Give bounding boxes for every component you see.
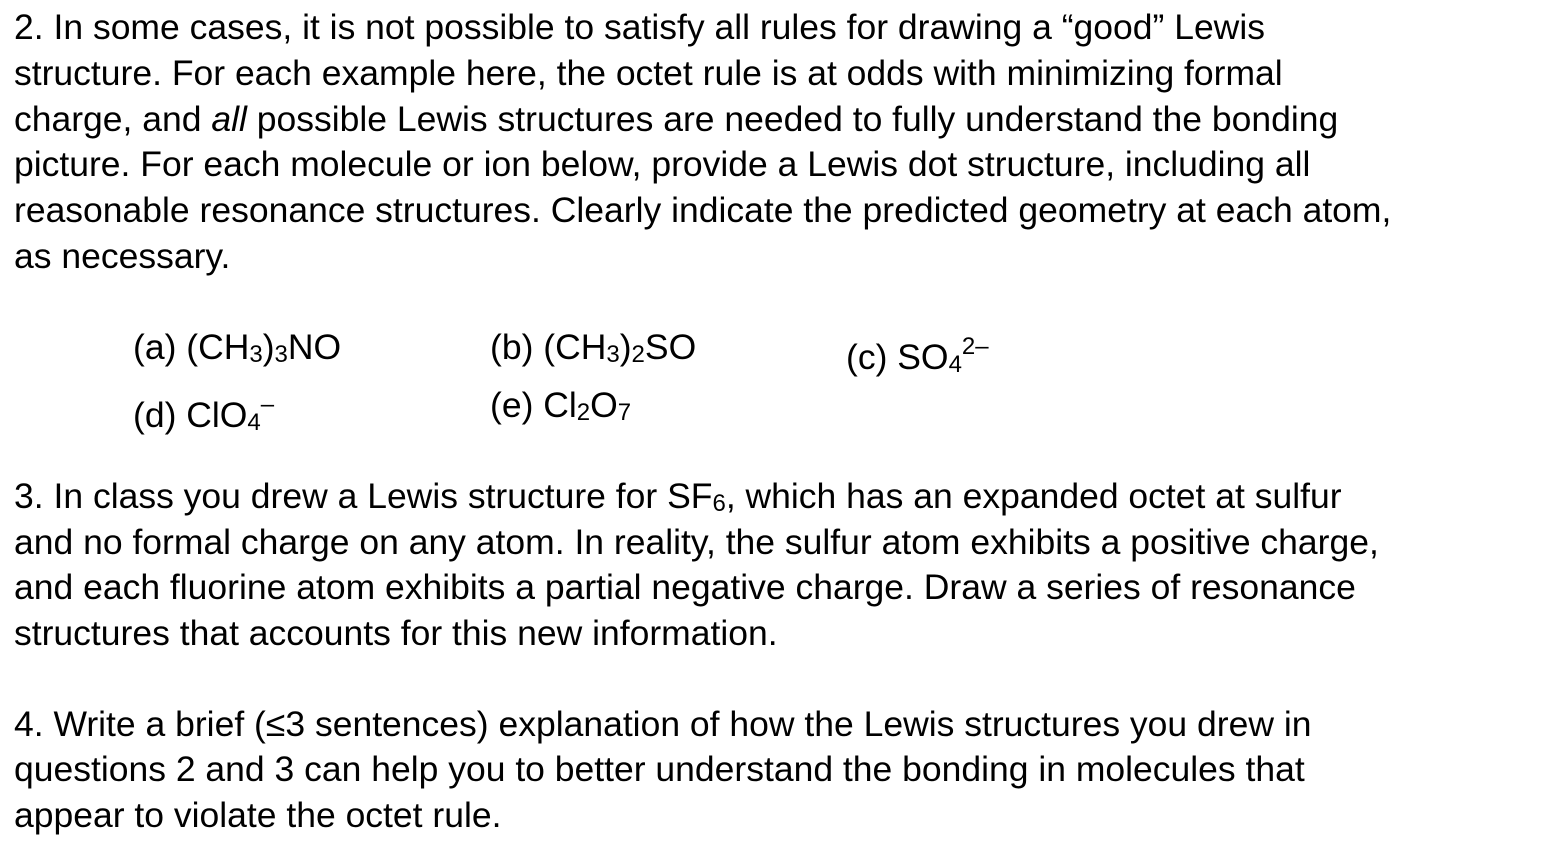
- q3-line-2: and no formal charge on any atom. In reality, the sulfur atom exhibits a positive charge,: [14, 522, 1379, 562]
- q2-line-5: reasonable resonance structures. Clearly indicate the predicted geometry at each atom,: [14, 190, 1392, 230]
- q2-emphasis-all: all: [211, 99, 247, 139]
- item-c-formula: (c) $SO4^{2-}$: [846, 333, 989, 378]
- q3-line-4: structures that accounts for this new information.: [14, 613, 778, 653]
- item-d-formula: (d) ClO4–: [133, 391, 275, 436]
- item-a-formula: (a) (CH3)3NO: [133, 327, 342, 368]
- q3-line-1: 3. In class you drew a Lewis structure for SF6, which has an expanded octet at sulfur: [14, 476, 1342, 517]
- q4-line-1: 4. Write a brief (≤3 sentences) explanation of how the Lewis structures you drew in: [14, 704, 1312, 744]
- item-b-formula: (b) (CH3)2SO: [490, 327, 697, 368]
- q4-line-2: questions 2 and 3 can help you to better understand the bonding in molecules that: [14, 749, 1305, 789]
- item-e-formula: (e) Cl2O7: [490, 385, 632, 426]
- q3-line-3: and each fluorine atom exhibits a partial negative charge. Draw a series of resonance: [14, 567, 1356, 607]
- q2-line-4: picture. For each molecule or ion below, provide a Lewis dot structure, including all: [14, 144, 1311, 184]
- q4-line-3: appear to violate the octet rule.: [14, 795, 502, 835]
- q2-line-3-a: charge, and: [14, 99, 212, 139]
- q2-line-1: 2. In some cases, it is not possible to satisfy all rules for drawing a “good” Lewis: [14, 7, 1265, 47]
- q2-line-3: [14, 96, 1338, 142]
- q2-line-3-b: possible Lewis structures are needed to fully understand the bonding: [246, 99, 1339, 139]
- q2-line-6: as necessary.: [14, 236, 231, 276]
- q2-line-2: structure. For each example here, the octet rule is at odds with minimizing formal: [14, 53, 1283, 93]
